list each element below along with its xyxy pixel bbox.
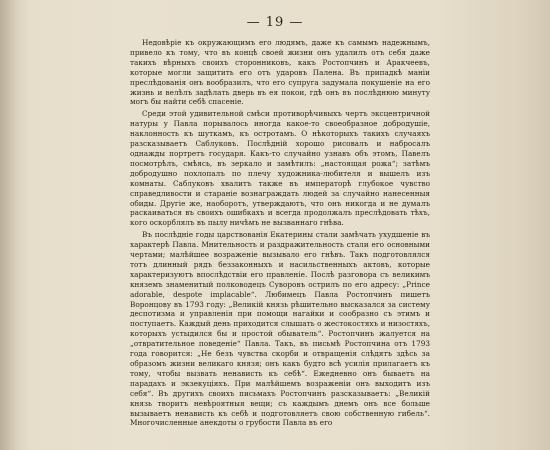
paragraph-3: Въ послѣдніе годы царствованія Екатерины стали замѣчать ухудшеніе въ характерѣ Павла. Мнительность и раздражительность стали его основными чертами; малѣйшее возраженіе вызывало его гнѣвъ. Такъ подготовлялся тотъ длинный рядъ беззаконныхъ и насильственныхъ актовъ, которые характеризуютъ впослѣдствіи его правленіе. Послѣ разговора съ великимъ княземъ знаменитый полководецъ Суворовъ острилъ по его адресу: „Prince adorable, despote implacable“. Любимецъ Павла Ростопчинъ пишетъ Воронцову въ 1793 году: „Великій князь рѣшительно высказался за систему деспотизма и управленія при помощи нагайки и сообразно съ этимъ и поступаетъ. Каждый день приходится слышать о жестокостяхъ и низостяхъ, которыхъ устыдился бы и простой обыватель“. Ростопчинъ жалуется на „отвратительное поведеніе“ Павла. Такъ, въ письмѣ Ростопчина отъ 1793 года говорится: „Не безъ чувства скорби и отвращенія слѣдятъ здѣсь за образомъ жизни великаго князя; онъ какъ будто всѣ усилія прилагаетъ къ тому, чтобы вызвать ненависть къ себѣ“. Ежедневно онъ бываетъ на парадахъ и экзекуціяхъ. При малѣйшемъ возраженіи онъ выходитъ изъ себя“. Въ другихъ своихъ письмахъ Ростопчинъ разсказываетъ: „Великій князь творитъ невѣроятныя вещи; съ каждымъ днемъ онъ все больше вызываетъ ненависть къ себѣ и подготовляетъ свою собственную гибель“. Многочисленные анекдоты о грубости Павла въ его <box>130 230 430 428</box>
paragraph-2: Среди этой удивительной смѣси противорѣчивыхъ чертъ эксцентричной натуры у Павла порывалось иногда какое-то своеобразное добродушіе, наклонность къ шуткамъ, къ остротамъ. О нѣкоторыхъ такихъ случаяхъ разсказываетъ Саблуковъ. Послѣдній хорошо рисовалъ и набросалъ однажды портретъ государя. Какъ-то случайно узнавъ объ этомъ, Павелъ посмотрѣлъ, смѣясь, въ зеркало и замѣтилъ: „настоящая рожа“; затѣмъ добродушно похлопалъ по плечу художника-любителя и вышелъ изъ комнаты. Саблуковъ хвалитъ также въ императорѣ глубокое чувство справедливости и стараніе вознаграждать людей за случайно нанесенныя обиды. Другіе же, наоборотъ, утверждаютъ, что онъ никогда и не думалъ раскаиваться въ своихъ ошибкахъ и всегда продолжалъ преслѣдовать тѣхъ, кого оскорблялъ въ пылу ничѣмъ не вызваннаго гнѣва. <box>130 109 430 228</box>
body-text <box>130 38 430 430</box>
page-number: — 19 — <box>246 14 304 30</box>
binding-shadow <box>0 0 18 450</box>
page-header <box>150 14 400 30</box>
paragraph-1: Недовѣріе къ окружающимъ его людямъ, даже къ самымъ надежнымъ, привело къ тому, что въ концѣ своей жизни онъ удалилъ отъ себя даже такихъ вѣрныхъ своихъ сторонниковъ, какъ Ростопчинъ и Аракчеевъ, которые могли защитить его отъ ударовъ Палена. Въ припадкѣ маніи преслѣдованія онъ вообразилъ, что его супруга задумала покушеніе на его жизнь и велѣлъ задѣлать дверь въ ея покои, гдѣ онъ въ послѣднюю минуту могъ бы найти себѣ спасеніе. <box>130 38 430 107</box>
